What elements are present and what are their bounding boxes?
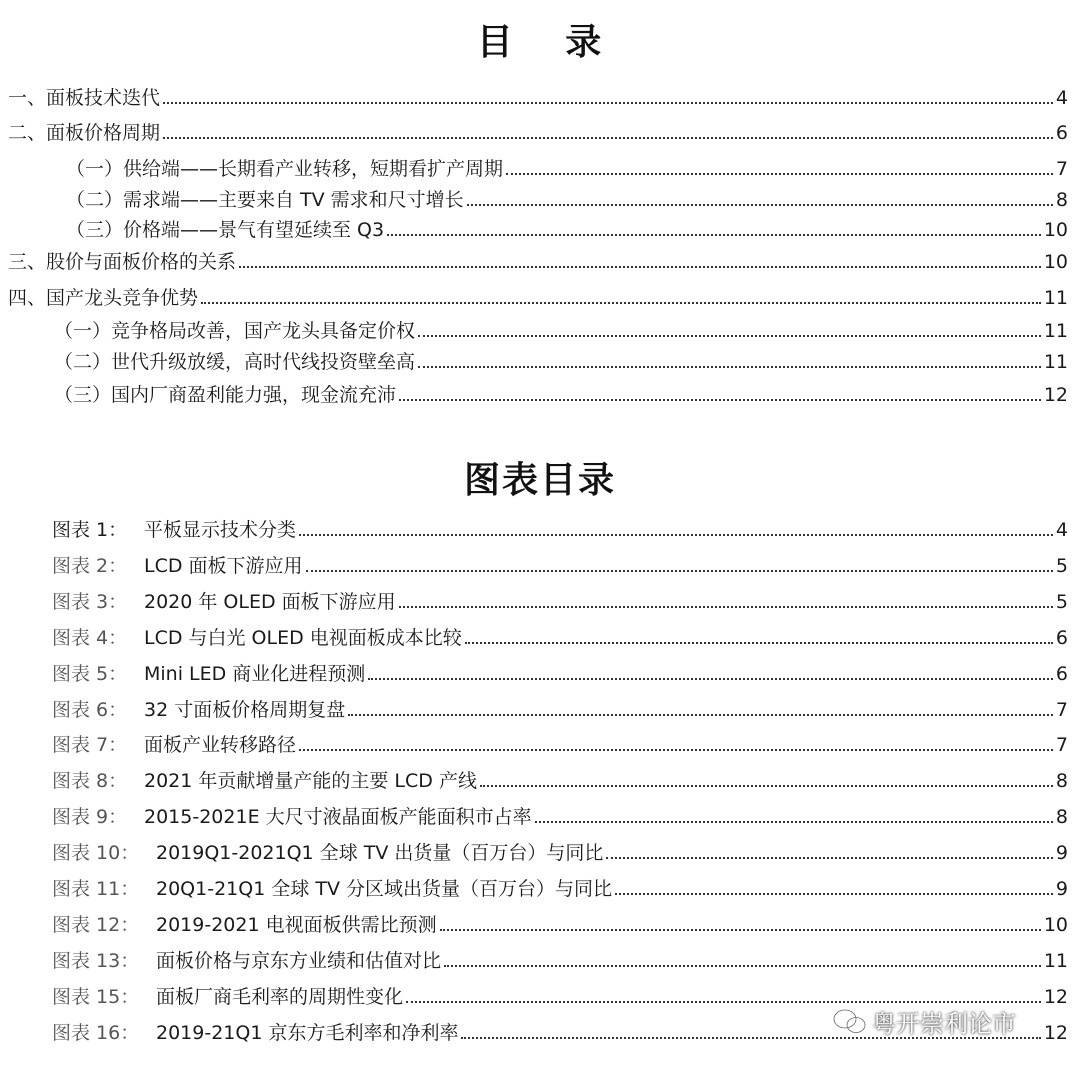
- dot-leader: [418, 366, 1041, 368]
- figure-entry[interactable]: [52, 912, 1068, 938]
- figure-entry-page: 5: [1055, 591, 1068, 613]
- watermark: [832, 1004, 1016, 1039]
- toc-entry-page: 10: [1043, 251, 1068, 273]
- toc-entry-title: （一）供给端——长期看产业转移，短期看扩产周期: [66, 158, 504, 180]
- toc-entry-page: 11: [1043, 287, 1068, 309]
- figure-entry-page: 4: [1055, 519, 1068, 541]
- toc-entry[interactable]: [8, 120, 1068, 146]
- figure-entry-title: 20Q1-21Q1 全球 TV 分区域出货量（百万台）与同比: [156, 878, 613, 900]
- figure-entry[interactable]: [52, 589, 1068, 615]
- dot-leader: [239, 266, 1041, 268]
- toc-entry-page: 12: [1043, 384, 1068, 406]
- figure-entry-page: 7: [1055, 699, 1068, 721]
- figure-entry-title: 2015-2021E 大尺寸液晶面板产能面积市占率: [144, 806, 532, 828]
- figure-entry-label: 图表 9：: [52, 806, 128, 828]
- dot-leader: [201, 302, 1041, 304]
- figure-entry-label: 图表 11：: [52, 878, 140, 900]
- dot-leader: [606, 857, 1053, 859]
- figure-entry-page: 12: [1043, 986, 1068, 1008]
- figure-entry-page: 8: [1055, 770, 1068, 792]
- toc-entry[interactable]: [54, 349, 1068, 375]
- figure-entry-title: 平板显示技术分类: [144, 519, 297, 541]
- dot-leader: [467, 204, 1053, 206]
- figure-list-title: 图表目录: [463, 460, 616, 501]
- dot-leader: [299, 534, 1053, 536]
- figure-entry-page: 5: [1055, 555, 1068, 577]
- figure-entry-label: 图表 5：: [52, 663, 128, 685]
- figure-entry-label: 图表 8：: [52, 770, 128, 792]
- wechat-icon: [832, 1008, 868, 1036]
- toc-entry-page: 7: [1055, 158, 1068, 180]
- figure-entry-label: 图表 4：: [52, 627, 128, 649]
- figure-entry[interactable]: [52, 553, 1068, 579]
- dot-leader: [406, 1001, 1041, 1003]
- figure-entry-title: 32 寸面板价格周期复盘: [144, 699, 346, 721]
- toc-entry[interactable]: [8, 285, 1068, 311]
- figure-entry[interactable]: [52, 876, 1068, 902]
- figure-entry-title: 2019-2021 电视面板供需比预测: [156, 914, 437, 936]
- toc-entry-title: 四、国产龙头竞争优势: [8, 287, 199, 309]
- figure-entry-label: 图表 6：: [52, 699, 128, 721]
- dot-leader: [535, 821, 1053, 823]
- figure-entry-page: 12: [1043, 1022, 1068, 1044]
- figure-entry-title: LCD 与白光 OLED 电视面板成本比较: [144, 627, 462, 649]
- figure-entry[interactable]: [52, 625, 1068, 651]
- figure-entry[interactable]: [52, 697, 1068, 723]
- toc-entry[interactable]: [54, 318, 1068, 344]
- toc-entry-page: 11: [1043, 351, 1068, 373]
- figure-entry-page: 9: [1055, 878, 1068, 900]
- toc-entry-title: （二）需求端——主要来自 TV 需求和尺寸增长: [66, 189, 464, 211]
- dot-leader: [615, 893, 1053, 895]
- figure-entry-page: 10: [1043, 914, 1068, 936]
- figure-entry-label: 图表 1：: [52, 519, 128, 541]
- dot-leader: [480, 785, 1053, 787]
- figure-entry-title: 2021 年贡献增量产能的主要 LCD 产线: [144, 770, 477, 792]
- figure-entry-title: 面板产业转移路径: [144, 734, 297, 756]
- figure-entry-label: 图表 12：: [52, 914, 140, 936]
- figure-entry-label: 图表 16：: [52, 1022, 140, 1044]
- figure-entry-label: 图表 15：: [52, 986, 140, 1008]
- figure-entry[interactable]: [52, 840, 1068, 866]
- dot-leader: [506, 173, 1053, 175]
- figure-entry-title: 面板价格与京东方业绩和估值对比: [156, 950, 442, 972]
- figure-entry-page: 9: [1055, 842, 1068, 864]
- dot-leader: [418, 335, 1041, 337]
- figure-entry[interactable]: [52, 732, 1068, 758]
- figure-entry-label: 图表 10：: [52, 842, 140, 864]
- toc-entry-title: （一）竞争格局改善，国产龙头具备定价权: [54, 320, 416, 342]
- toc-entry-title: 三、股价与面板价格的关系: [8, 251, 237, 273]
- watermark-text: 粤开崇利论市: [872, 1010, 1016, 1038]
- dot-leader: [444, 965, 1041, 967]
- toc-entry[interactable]: [66, 156, 1068, 182]
- toc-entry-page: 11: [1043, 320, 1068, 342]
- toc-entry-page: 6: [1055, 122, 1068, 144]
- figure-entry-label: 图表 3：: [52, 591, 128, 613]
- toc-entry-title: （三）价格端——景气有望延续至 Q3: [66, 219, 385, 241]
- dot-leader: [348, 714, 1053, 716]
- dot-leader: [465, 642, 1053, 644]
- figure-entry[interactable]: [52, 661, 1068, 687]
- toc-entry[interactable]: [66, 187, 1068, 213]
- figure-entry-title: 2019-21Q1 京东方毛利率和净利率: [156, 1022, 459, 1044]
- dot-leader: [440, 929, 1041, 931]
- dot-leader: [387, 234, 1041, 236]
- dot-leader: [399, 606, 1053, 608]
- figure-entry-label: 图表 7：: [52, 734, 128, 756]
- dot-leader: [399, 399, 1041, 401]
- figure-entry-page: 8: [1055, 806, 1068, 828]
- toc-entry-title: （二）世代升级放缓，高时代线投资壁垒高: [54, 351, 416, 373]
- figure-entry-page: 6: [1055, 627, 1068, 649]
- figure-entry-page: 7: [1055, 734, 1068, 756]
- figure-entry-title: LCD 面板下游应用: [144, 555, 303, 577]
- figure-entry-title: 面板厂商毛利率的周期性变化: [156, 986, 404, 1008]
- figure-entry[interactable]: [52, 517, 1068, 543]
- figure-entry-title: 2020 年 OLED 面板下游应用: [144, 591, 396, 613]
- toc-entry-title: 一、面板技术迭代: [8, 87, 161, 109]
- toc-entry-page: 10: [1043, 219, 1068, 241]
- toc-entry-page: 4: [1055, 87, 1068, 109]
- dot-leader: [163, 102, 1053, 104]
- figure-entry[interactable]: [52, 804, 1068, 830]
- toc-entry-title: （三）国内厂商盈利能力强，现金流充沛: [54, 384, 397, 406]
- figure-entry-page: 11: [1043, 950, 1068, 972]
- toc-entry-title: 二、面板价格周期: [8, 122, 161, 144]
- toc-entry[interactable]: [8, 249, 1068, 275]
- figure-entry[interactable]: [52, 948, 1068, 974]
- figure-entry-label: 图表 2：: [52, 555, 128, 577]
- toc-entry[interactable]: [66, 217, 1068, 243]
- dot-leader: [368, 678, 1053, 680]
- figure-entry-label: 图表 13：: [52, 950, 140, 972]
- toc-entry[interactable]: [8, 85, 1068, 111]
- toc-entry-page: 8: [1055, 189, 1068, 211]
- toc-entry[interactable]: [54, 382, 1068, 408]
- dot-leader: [306, 570, 1053, 572]
- figure-entry-title: Mini LED 商业化进程预测: [144, 663, 366, 685]
- figure-entry-title: 2019Q1-2021Q1 全球 TV 出货量（百万台）与同比: [156, 842, 604, 864]
- dot-leader: [163, 137, 1053, 139]
- figure-entry[interactable]: [52, 768, 1068, 794]
- figure-entry-page: 6: [1055, 663, 1068, 685]
- dot-leader: [299, 749, 1053, 751]
- toc-title: 目 录: [476, 22, 604, 63]
